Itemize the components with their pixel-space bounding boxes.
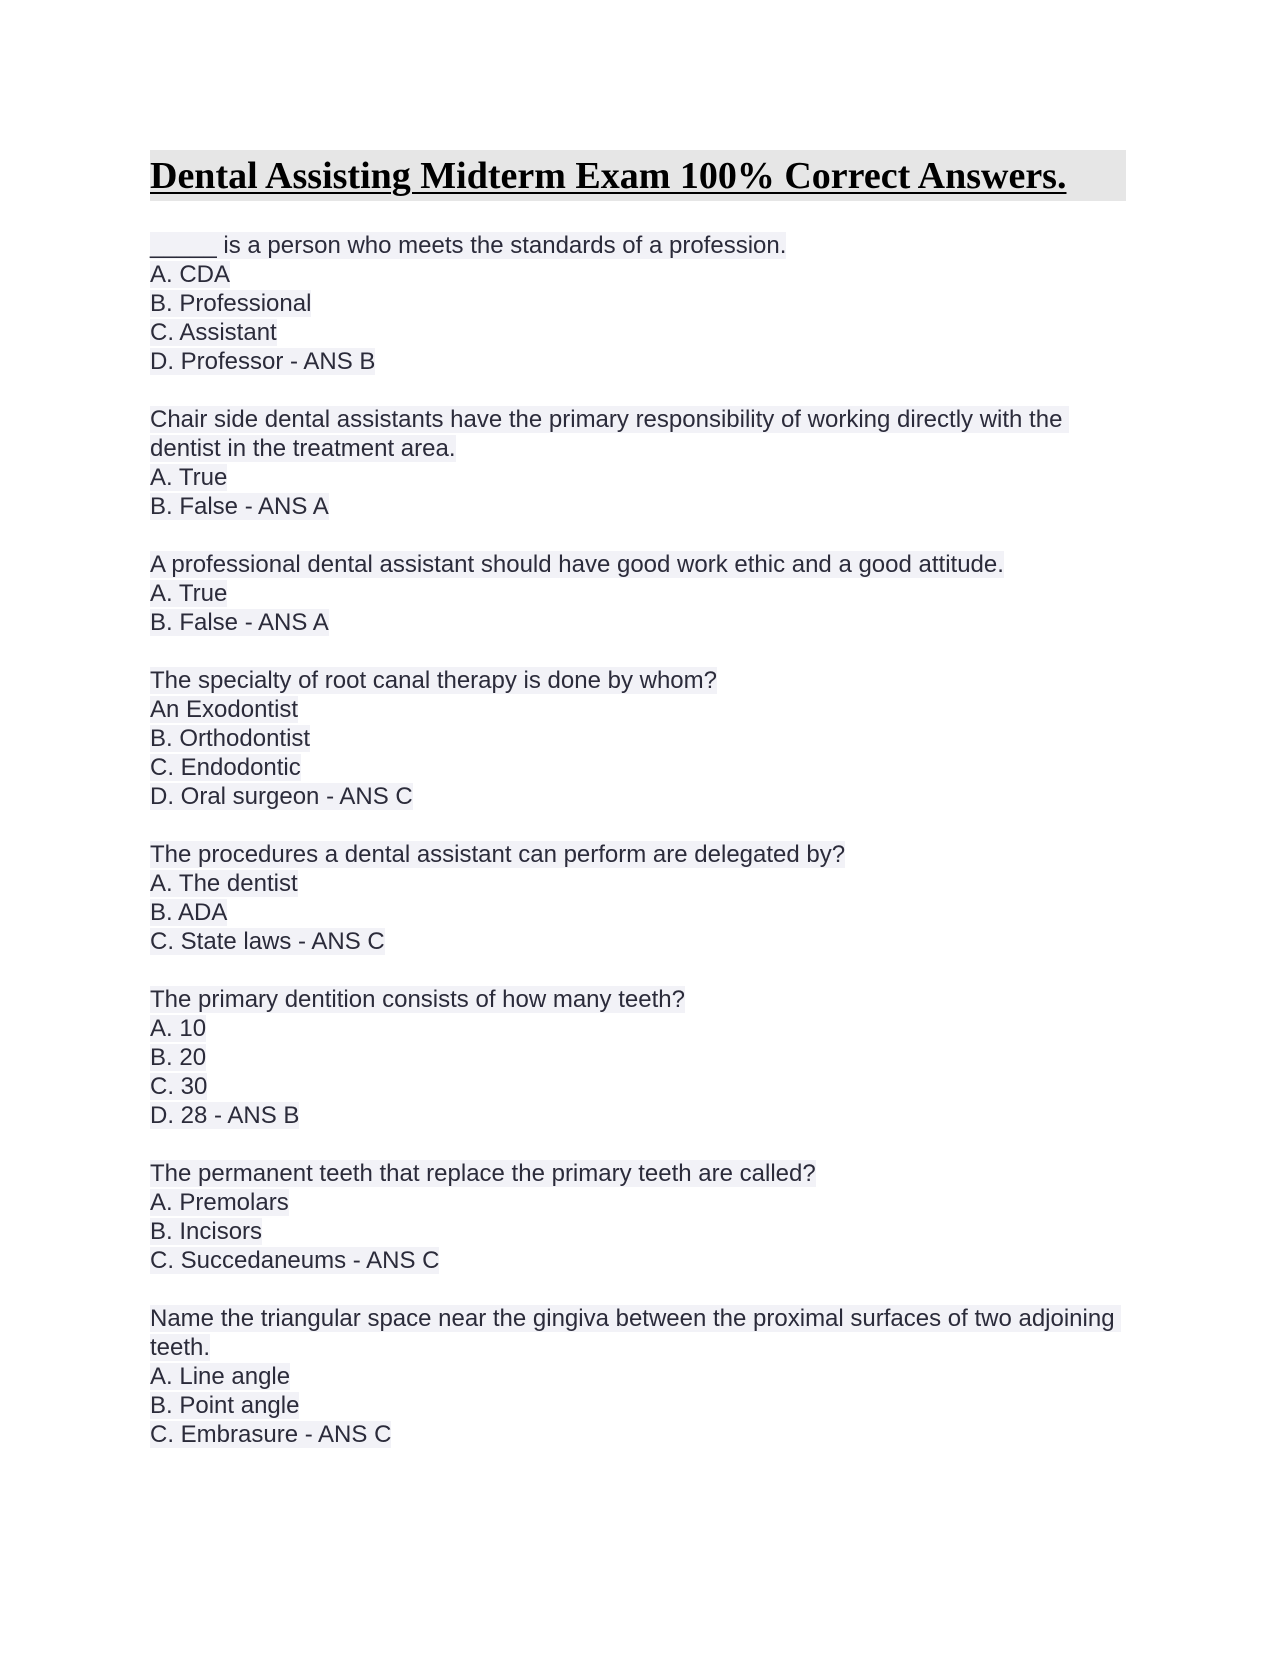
answer-option: B. False - ANS A [150, 493, 329, 520]
answer-option: C. Assistant [150, 319, 277, 346]
question-2 [150, 405, 1126, 521]
document-page [150, 150, 1126, 1478]
question-4 [150, 666, 1126, 811]
question-3 [150, 550, 1126, 637]
answer-option: C. Embrasure - ANS C [150, 1421, 392, 1448]
question-prompt: The procedures a dental assistant can perform are delegated by? [150, 841, 846, 868]
answer-option: C. Endodontic [150, 754, 301, 781]
answer-option: B. Orthodontist [150, 725, 311, 752]
answer-option: B. Incisors [150, 1218, 263, 1245]
question-5 [150, 840, 1126, 956]
answer-option: B. ADA [150, 899, 228, 926]
answer-option: D. Oral surgeon - ANS C [150, 783, 413, 810]
question-prompt: The primary dentition consists of how many teeth? [150, 986, 685, 1013]
answer-option: A. Line angle [150, 1363, 291, 1390]
question-8 [150, 1304, 1126, 1449]
question-6 [150, 985, 1126, 1130]
question-prompt: _____ is a person who meets the standards of a profession. [150, 232, 787, 259]
answer-option: A. 10 [150, 1015, 207, 1042]
answer-option: B. False - ANS A [150, 609, 329, 636]
answer-option: B. Professional [150, 290, 312, 317]
answer-option: C. 30 [150, 1073, 208, 1100]
answer-option: A. CDA [150, 261, 231, 288]
title-block [150, 150, 1126, 201]
answer-option: D. Professor - ANS B [150, 348, 376, 375]
answer-option: B. Point angle [150, 1392, 300, 1419]
question-prompt: A professional dental assistant should have good work ethic and a good attitude. [150, 551, 1004, 578]
question-prompt: Name the triangular space near the gingiva between the proximal surfaces of two adjoining teeth. [150, 1305, 1122, 1361]
answer-option: B. 20 [150, 1044, 207, 1071]
answer-option: A. True [150, 580, 228, 607]
answer-option: An Exodontist [150, 696, 299, 723]
question-prompt: Chair side dental assistants have the primary responsibility of working directly with the dentist in the treatment area. [150, 406, 1070, 462]
answer-option: D. 28 - ANS B [150, 1102, 300, 1129]
question-1 [150, 231, 1126, 376]
question-list [150, 231, 1126, 1449]
answer-option: A. Premolars [150, 1189, 289, 1216]
answer-option: C. State laws - ANS C [150, 928, 385, 955]
document-title: Dental Assisting Midterm Exam 100% Correct Answers. [150, 155, 1067, 197]
question-prompt: The permanent teeth that replace the primary teeth are called? [150, 1160, 816, 1187]
question-prompt: The specialty of root canal therapy is done by whom? [150, 667, 717, 694]
answer-option: C. Succedaneums - ANS C [150, 1247, 440, 1274]
question-7 [150, 1159, 1126, 1275]
answer-option: A. True [150, 464, 228, 491]
answer-option: A. The dentist [150, 870, 298, 897]
